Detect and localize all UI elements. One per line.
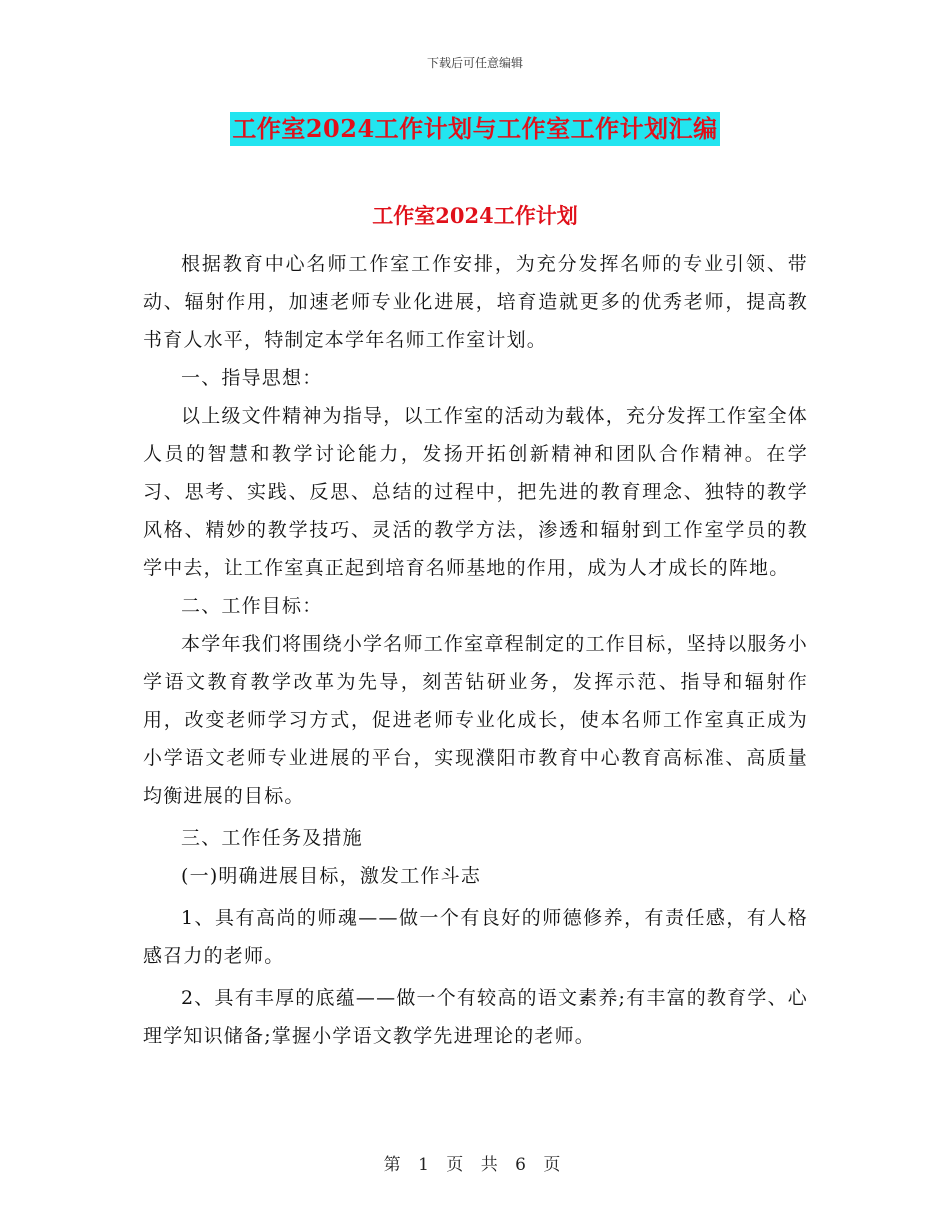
document-body (143, 245, 808, 1055)
section-title: 工作室2024工作计划 (372, 203, 578, 228)
paragraph-intro: 根据教育中心名师工作室工作安排，为充分发挥名师的专业引领、带动、辐射作用，加速老师专业化进展，培育造就更多的优秀老师，提高教书育人水平，特制定本学年名师工作室计划。 (143, 253, 808, 351)
document-title-wrap (0, 112, 950, 146)
heading-work-goals: 二、工作目标： (181, 595, 323, 617)
list-item-rich-foundation: 2、具有丰厚的底蕴——做一个有较高的语文素养;有丰富的教育学、心理学知识储备;掌握小学语文教学先进理论的老师。 (143, 987, 808, 1047)
list-item-noble-soul: 1、具有高尚的师魂——做一个有良好的师德修养，有责任感，有人格感召力的老师。 (143, 907, 808, 967)
document-title: 工作室2024工作计划与工作室工作计划汇编 (230, 112, 719, 146)
heading-tasks-measures: 三、工作任务及措施 (181, 827, 363, 849)
header-note: 下载后可任意编辑 (426, 56, 523, 70)
page-number: 第 1 页 共 6 页 (383, 1155, 567, 1175)
paragraph-work-goals: 本学年我们将围绕小学名师工作室章程制定的工作目标，坚持以服务小学语文教育教学改革为先导，刻苦钻研业务，发挥示范、指导和辐射作用，改变老师学习方式，促进老师专业化成长，使本名师工作室真正成为小学语文老师专业进展的平台，实现濮阳市教育中心教育高标准、高质量均衡进展的目标。 (143, 633, 808, 807)
subheading-goals-motivation: (一)明确进展目标，激发工作斗志 (181, 865, 482, 887)
paragraph-guiding-thought: 以上级文件精神为指导，以工作室的活动为载体，充分发挥工作室全体人员的智慧和教学讨论能力，发扬开拓创新精神和团队合作精神。在学习、思考、实践、反思、总结的过程中，把先进的教育理念、独特的教学风格、精妙的教学技巧、灵活的教学方法，渗透和辐射到工作室学员的教学中去，让工作室真正起到培育名师基地的作用，成为人才成长的阵地。 (143, 405, 808, 579)
heading-guiding-thought: 一、指导思想： (181, 367, 323, 389)
